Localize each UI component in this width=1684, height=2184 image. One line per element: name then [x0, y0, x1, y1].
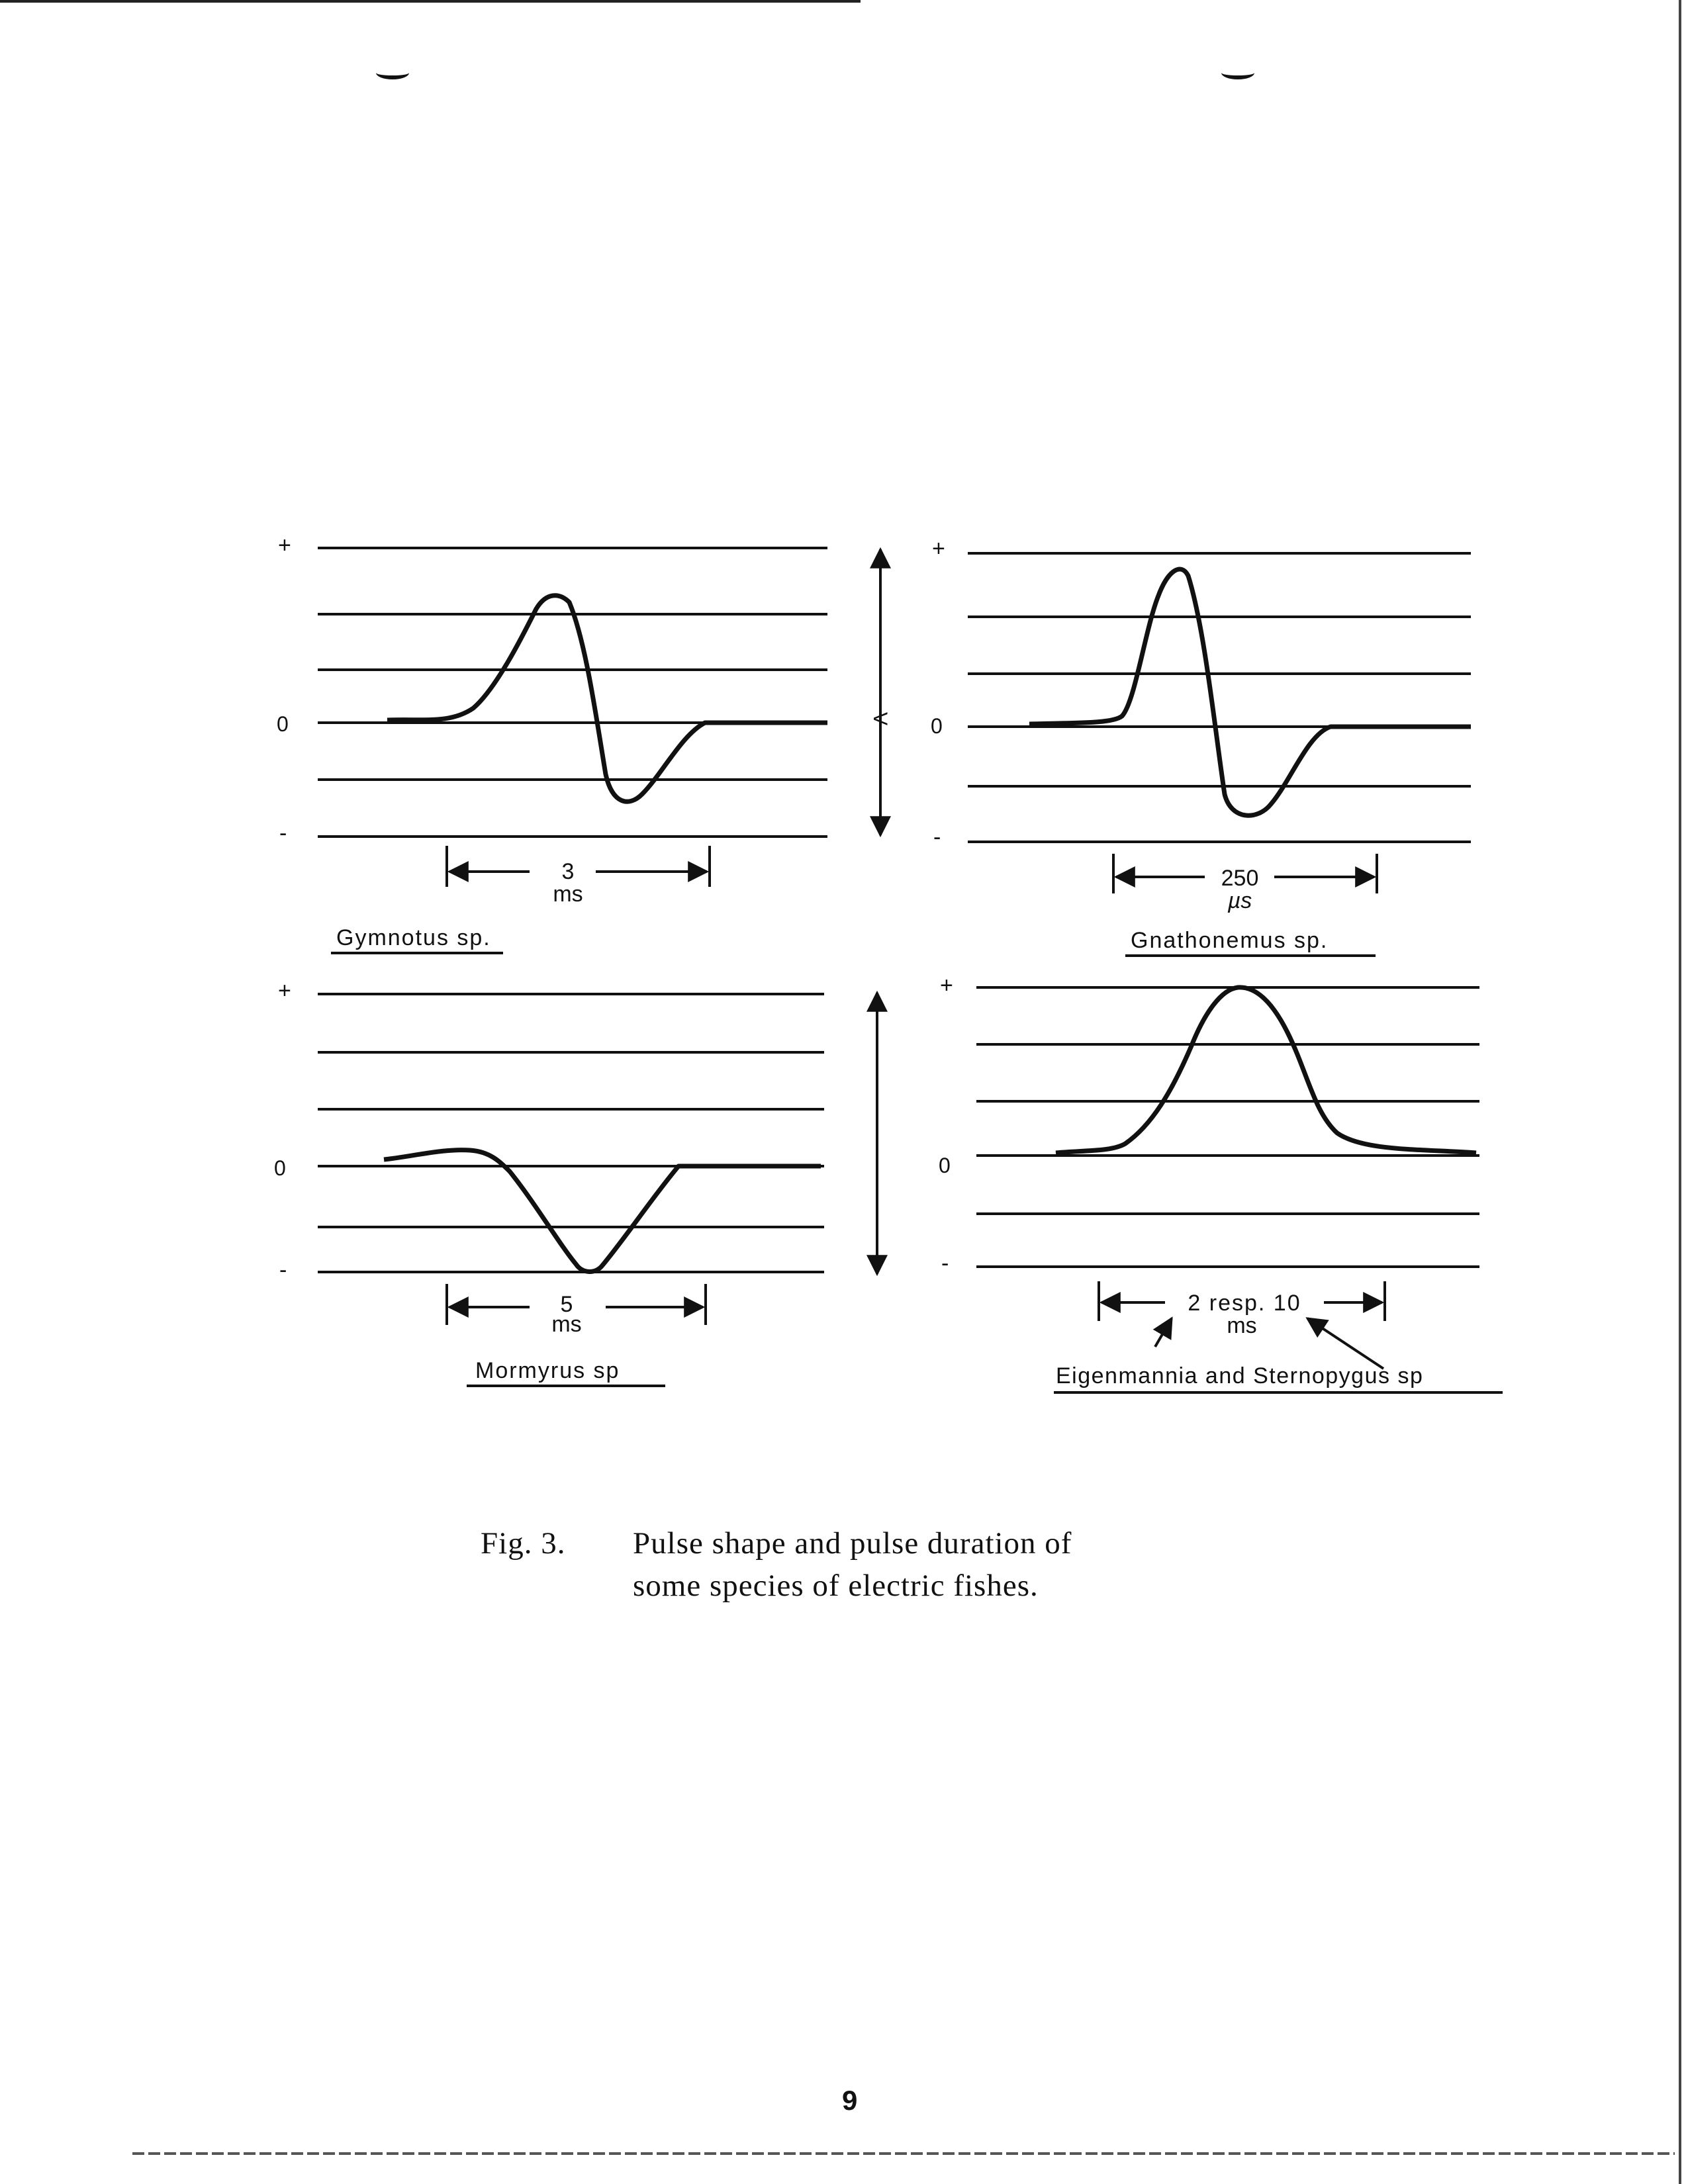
- duration-value: 250: [1221, 866, 1259, 891]
- axis-minus-label: -: [279, 1257, 287, 1283]
- axis-minus-label: -: [279, 821, 287, 846]
- grid-lines: [318, 994, 824, 1272]
- axis-plus-label: +: [278, 533, 291, 558]
- caption-line-1: Pulse shape and pulse duration of: [633, 1526, 1072, 1561]
- panel-eigenmannia: [939, 973, 1503, 1392]
- pulse-waveform: [1056, 987, 1476, 1153]
- grid-lines: [976, 987, 1479, 1267]
- pulse-waveform: [384, 1150, 821, 1272]
- axis-plus-label: +: [932, 536, 945, 561]
- figure-number: Fig. 3.: [481, 1526, 566, 1561]
- figure-caption: [481, 1522, 1072, 1607]
- panel-mormyrus: [274, 978, 824, 1386]
- pointer-arrow-eigenmannia: [1155, 1318, 1172, 1347]
- species-label: Eigenmannia and Sternopygus sp: [1056, 1363, 1424, 1388]
- grid-lines: [318, 548, 827, 837]
- axis-zero-label: 0: [274, 1156, 286, 1180]
- axis-plus-label: +: [278, 978, 291, 1003]
- panel-gymnotus: [277, 533, 827, 953]
- duration-value: 2 resp. 10: [1188, 1291, 1301, 1316]
- duration-unit: ms: [553, 882, 583, 907]
- pulse-waveform: [1029, 569, 1471, 815]
- voltage-arrow-top: [869, 549, 891, 835]
- caption-line-2: some species of electric fishes.: [633, 1569, 1039, 1603]
- duration-unit: µs: [1227, 888, 1252, 913]
- axis-zero-label: 0: [277, 712, 289, 736]
- axis-zero-label: 0: [939, 1154, 951, 1177]
- duration-value: 3: [561, 859, 575, 884]
- duration-value: 5: [560, 1292, 573, 1317]
- axis-plus-label: +: [940, 973, 953, 998]
- species-label: Gymnotus sp.: [336, 925, 491, 950]
- panel-gnathonemus: [931, 536, 1471, 956]
- species-label: Gnathonemus sp.: [1131, 928, 1329, 953]
- grid-lines: [968, 553, 1471, 842]
- pointer-arrow-sternopygus: [1307, 1318, 1383, 1369]
- axis-minus-label: -: [941, 1251, 949, 1276]
- pulse-waveform: [387, 596, 827, 801]
- page-number: 9: [842, 2085, 858, 2116]
- axis-minus-label: -: [933, 825, 941, 850]
- duration-unit: ms: [551, 1312, 582, 1337]
- species-label: Mormyrus sp: [475, 1358, 620, 1383]
- axis-zero-label: 0: [931, 714, 943, 738]
- voltage-axis-label: V: [869, 712, 891, 726]
- duration-unit: ms: [1227, 1313, 1257, 1338]
